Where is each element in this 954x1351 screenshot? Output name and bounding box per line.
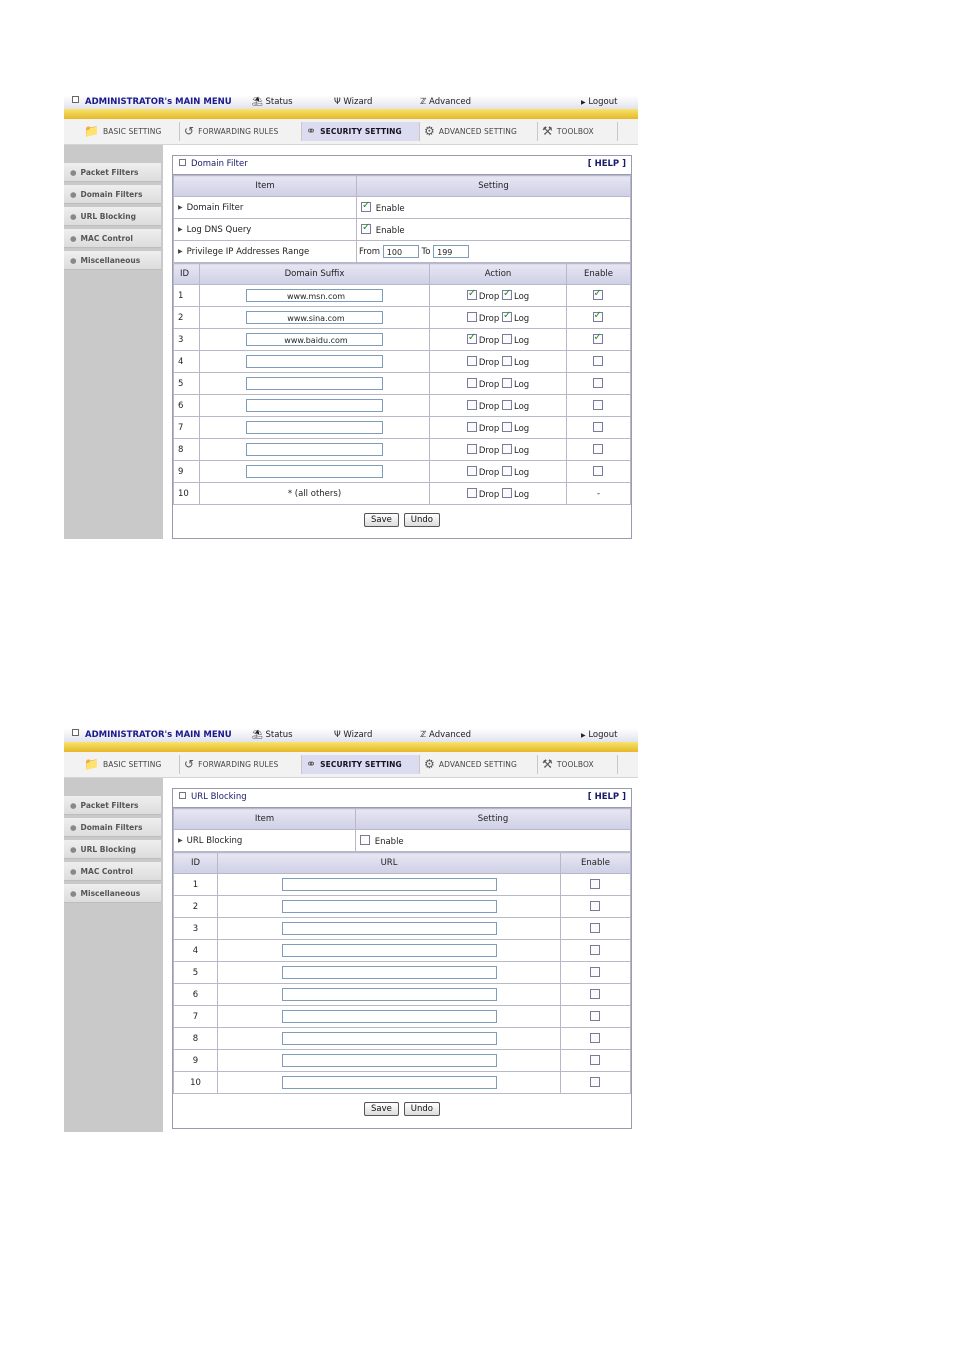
tab-forwarding-rules[interactable]: ↺ FORWARDING RULES bbox=[180, 755, 302, 774]
advanced-link[interactable]: ℤ Advanced bbox=[420, 97, 472, 107]
drop-checkbox[interactable] bbox=[467, 488, 477, 498]
arrow-right-icon: ▶ bbox=[178, 247, 183, 255]
row-enable-checkbox[interactable] bbox=[590, 879, 600, 889]
toolbox-icon: ⚒ bbox=[542, 757, 553, 771]
table-row: ▶ Privilege IP Addresses Range From 100 To 199 bbox=[174, 241, 631, 263]
table-row bbox=[174, 1028, 631, 1050]
row-id: 3 bbox=[174, 918, 218, 940]
tab-bar bbox=[64, 119, 638, 145]
url-blocking-panel bbox=[172, 788, 632, 1129]
sidebar-item-url-blocking[interactable]: ● URL Blocking bbox=[64, 840, 161, 859]
row-id: 10 bbox=[174, 1072, 218, 1094]
undo-button[interactable]: Undo bbox=[404, 513, 440, 527]
domain-filter-enable-checkbox[interactable] bbox=[361, 202, 371, 212]
table-header: Item Setting bbox=[174, 176, 631, 197]
table-row: 5 Drop Log bbox=[174, 373, 631, 395]
advanced-icon: ℤ bbox=[420, 97, 427, 107]
sidebar-item-url-blocking[interactable]: ● URL Blocking bbox=[64, 207, 161, 226]
sidebar-item-mac-control[interactable]: ● MAC Control bbox=[64, 862, 161, 881]
sidebar-item-mac-control[interactable]: ● MAC Control bbox=[64, 229, 161, 248]
row-enable-checkbox[interactable] bbox=[593, 378, 603, 388]
admin-main-menu-link[interactable]: ADMINISTRATOR's MAIN MENU bbox=[72, 96, 232, 108]
folder-icon: 📁 bbox=[84, 124, 100, 138]
url-table bbox=[173, 852, 631, 1094]
row-id: 9 bbox=[174, 461, 200, 483]
drop-checkbox[interactable] bbox=[467, 378, 477, 388]
row-id: 4 bbox=[174, 940, 218, 962]
button-row bbox=[173, 505, 631, 535]
table-row: 1 www.msn.com ✓ Drop ✓ Log ✓ bbox=[174, 285, 631, 307]
log-checkbox[interactable] bbox=[502, 488, 512, 498]
tab-basic-setting[interactable]: 📁 BASIC SETTING bbox=[80, 755, 180, 774]
table-row: 4 Drop Log bbox=[174, 351, 631, 373]
log-checkbox[interactable] bbox=[502, 400, 512, 410]
square-icon bbox=[72, 729, 79, 736]
row-enable-checkbox[interactable] bbox=[590, 923, 600, 933]
row-enable-checkbox[interactable] bbox=[590, 967, 600, 977]
domain-suffix-table bbox=[173, 263, 631, 505]
sidebar bbox=[64, 145, 163, 539]
panel-title: URL Blocking [ HELP ] bbox=[173, 789, 631, 808]
url-input[interactable] bbox=[282, 1010, 497, 1023]
tab-security-setting[interactable]: ⚭ SECURITY SETTING bbox=[302, 122, 420, 141]
lock-icon: ⚭ bbox=[306, 757, 317, 771]
arrow-right-icon: ▶ bbox=[178, 203, 183, 211]
lock-icon: ⚭ bbox=[306, 124, 317, 138]
row-id: 1 bbox=[174, 285, 200, 307]
row-enable-checkbox[interactable] bbox=[590, 1033, 600, 1043]
drop-checkbox[interactable] bbox=[467, 312, 477, 322]
row-enable-checkbox[interactable] bbox=[593, 422, 603, 432]
sidebar-item-miscellaneous[interactable]: ● Miscellaneous bbox=[64, 251, 161, 270]
wizard-icon: Ψ bbox=[334, 97, 341, 107]
domain-suffix-input[interactable] bbox=[246, 465, 383, 478]
log-checkbox[interactable] bbox=[502, 444, 512, 454]
log-checkbox[interactable] bbox=[502, 422, 512, 432]
row-enable-checkbox[interactable] bbox=[590, 1011, 600, 1021]
table-row: ▶ Log DNS Query ✓ Enable bbox=[174, 219, 631, 241]
wizard-link[interactable]: Ψ Wizard bbox=[334, 730, 373, 740]
row-enable-checkbox[interactable] bbox=[593, 356, 603, 366]
table-row: 8 Drop Log bbox=[174, 439, 631, 461]
row-id: 4 bbox=[174, 351, 200, 373]
sidebar-item-domain-filters[interactable]: ● Domain Filters bbox=[64, 818, 161, 837]
arrow-right-icon: ▶ bbox=[178, 225, 183, 233]
tab-bar bbox=[64, 752, 638, 778]
row-enable-checkbox[interactable] bbox=[590, 989, 600, 999]
wizard-icon: Ψ bbox=[334, 730, 341, 740]
table-row bbox=[174, 984, 631, 1006]
square-icon bbox=[179, 159, 186, 166]
tab-basic-setting[interactable]: 📁 BASIC SETTING bbox=[80, 122, 180, 141]
admin-main-menu-link[interactable]: ADMINISTRATOR's MAIN MENU bbox=[72, 729, 232, 741]
status-link[interactable]: ⛱ Status bbox=[252, 97, 293, 107]
log-checkbox[interactable] bbox=[502, 378, 512, 388]
table-row: ▶ Domain Filter ✓ Enable bbox=[174, 197, 631, 219]
folder-icon: 📁 bbox=[84, 757, 100, 771]
drop-checkbox[interactable] bbox=[467, 444, 477, 454]
url-blocking-enable-checkbox[interactable] bbox=[360, 835, 370, 845]
url-input[interactable] bbox=[282, 900, 497, 913]
arrows-icon: ↺ bbox=[184, 757, 195, 771]
tab-advanced-setting[interactable]: ⚙ ADVANCED SETTING bbox=[420, 755, 538, 774]
url-input[interactable] bbox=[282, 944, 497, 957]
row-enable-checkbox[interactable] bbox=[590, 945, 600, 955]
tab-forwarding-rules[interactable]: ↺ FORWARDING RULES bbox=[180, 122, 302, 141]
row-id: 8 bbox=[174, 439, 200, 461]
log-checkbox[interactable] bbox=[502, 312, 512, 322]
row-enable-checkbox[interactable] bbox=[593, 466, 603, 476]
log-checkbox[interactable] bbox=[502, 290, 512, 300]
domain-suffix-input[interactable] bbox=[246, 355, 383, 368]
table-row: 3 www.baidu.com ✓ Drop Log ✓ bbox=[174, 329, 631, 351]
tab-security-setting[interactable]: ⚭ SECURITY SETTING bbox=[302, 755, 420, 774]
table-row bbox=[174, 918, 631, 940]
arrow-right-icon: ▶ bbox=[581, 732, 586, 739]
row-id: 7 bbox=[174, 1006, 218, 1028]
table-row: 6 Drop Log bbox=[174, 395, 631, 417]
table-header: Item Setting bbox=[174, 809, 631, 830]
row-enable-checkbox[interactable] bbox=[593, 444, 603, 454]
drop-checkbox[interactable] bbox=[467, 422, 477, 432]
save-button[interactable]: Save bbox=[364, 1102, 399, 1116]
domain-suffix-input[interactable] bbox=[246, 399, 383, 412]
square-icon bbox=[72, 96, 79, 103]
domain-suffix-input[interactable]: www.sina.com bbox=[246, 311, 383, 324]
row-id: 6 bbox=[174, 395, 200, 417]
row-id: 2 bbox=[174, 307, 200, 329]
domain-filter-panel bbox=[172, 155, 632, 539]
table-row: 7 Drop Log bbox=[174, 417, 631, 439]
table-row bbox=[174, 1006, 631, 1028]
url-input[interactable] bbox=[282, 988, 497, 1001]
row-enable-checkbox[interactable] bbox=[593, 290, 603, 300]
table-row bbox=[174, 940, 631, 962]
sidebar bbox=[64, 778, 163, 1132]
sidebar-item-packet-filters[interactable]: ● Packet Filters bbox=[64, 163, 161, 182]
gears-icon: ⚙ bbox=[424, 124, 435, 138]
row-id: 3 bbox=[174, 329, 200, 351]
domain-suffix-input[interactable] bbox=[246, 421, 383, 434]
button-row bbox=[173, 1094, 631, 1124]
row-enable-checkbox[interactable] bbox=[590, 901, 600, 911]
help-link[interactable]: [ HELP ] bbox=[587, 792, 626, 802]
url-input[interactable] bbox=[282, 878, 497, 891]
tab-toolbox[interactable]: ⚒ TOOLBOX bbox=[538, 122, 618, 141]
row-id: 1 bbox=[174, 874, 218, 896]
drop-checkbox[interactable] bbox=[467, 334, 477, 344]
domain-suffix-input[interactable]: www.baidu.com bbox=[246, 333, 383, 346]
yellow-stripe bbox=[64, 742, 638, 752]
save-button[interactable]: Save bbox=[364, 513, 399, 527]
sidebar-item-miscellaneous[interactable]: ● Miscellaneous bbox=[64, 884, 161, 903]
domain-suffix-input[interactable] bbox=[246, 443, 383, 456]
row-id: 7 bbox=[174, 417, 200, 439]
advanced-icon: ℤ bbox=[420, 730, 427, 740]
url-input[interactable] bbox=[282, 966, 497, 979]
panel-title: Domain Filter [ HELP ] bbox=[173, 156, 631, 175]
row-enable-checkbox[interactable] bbox=[593, 312, 603, 322]
settings-table bbox=[173, 808, 631, 852]
arrow-right-icon: ▶ bbox=[581, 99, 586, 106]
row-id: 9 bbox=[174, 1050, 218, 1072]
top-menu-bar bbox=[64, 95, 638, 109]
wizard-link[interactable]: Ψ Wizard bbox=[334, 97, 373, 107]
domain-suffix-input[interactable] bbox=[246, 377, 383, 390]
table-header: ID URL Enable bbox=[174, 853, 631, 874]
advanced-link[interactable]: ℤ Advanced bbox=[420, 730, 472, 740]
yellow-stripe bbox=[64, 109, 638, 119]
logout-link[interactable]: ▶ Logout bbox=[581, 97, 618, 107]
drop-checkbox[interactable] bbox=[467, 400, 477, 410]
table-row: 2 www.sina.com Drop ✓ Log ✓ bbox=[174, 307, 631, 329]
table-row bbox=[174, 1072, 631, 1094]
privilege-to-input[interactable]: 199 bbox=[433, 245, 469, 258]
help-link[interactable]: [ HELP ] bbox=[587, 159, 626, 169]
table-row bbox=[174, 962, 631, 984]
gears-icon: ⚙ bbox=[424, 757, 435, 771]
url-blocking-window bbox=[64, 728, 638, 1132]
row-enable-checkbox[interactable] bbox=[593, 334, 603, 344]
row-id: 5 bbox=[174, 373, 200, 395]
log-checkbox[interactable] bbox=[502, 466, 512, 476]
status-person-icon: ⛱ bbox=[252, 730, 263, 740]
url-input[interactable] bbox=[282, 1032, 497, 1045]
row-id: 2 bbox=[174, 896, 218, 918]
drop-checkbox[interactable] bbox=[467, 290, 477, 300]
row-id: 5 bbox=[174, 962, 218, 984]
domain-suffix-input[interactable]: www.msn.com bbox=[246, 289, 383, 302]
table-row: 9 Drop Log bbox=[174, 461, 631, 483]
log-checkbox[interactable] bbox=[502, 356, 512, 366]
log-dns-enable-checkbox[interactable] bbox=[361, 224, 371, 234]
drop-checkbox[interactable] bbox=[467, 356, 477, 366]
sidebar-item-packet-filters[interactable]: ● Packet Filters bbox=[64, 796, 161, 815]
tab-toolbox[interactable]: ⚒ TOOLBOX bbox=[538, 755, 618, 774]
tab-advanced-setting[interactable]: ⚙ ADVANCED SETTING bbox=[420, 122, 538, 141]
arrow-right-icon: ▶ bbox=[178, 836, 183, 844]
log-checkbox[interactable] bbox=[502, 334, 512, 344]
table-row bbox=[174, 1050, 631, 1072]
toolbox-icon: ⚒ bbox=[542, 124, 553, 138]
table-row: ▶ URL Blocking Enable bbox=[174, 830, 631, 852]
arrows-icon: ↺ bbox=[184, 124, 195, 138]
row-enable-checkbox[interactable] bbox=[590, 1055, 600, 1065]
url-input[interactable] bbox=[282, 1054, 497, 1067]
table-row bbox=[174, 874, 631, 896]
drop-checkbox[interactable] bbox=[467, 466, 477, 476]
logout-link[interactable]: ▶ Logout bbox=[581, 730, 618, 740]
privilege-from-input[interactable]: 100 bbox=[383, 245, 419, 258]
domain-filter-window bbox=[64, 95, 638, 539]
status-person-icon: ⛱ bbox=[252, 97, 263, 107]
table-header: ID Domain Suffix Action Enable bbox=[174, 264, 631, 285]
undo-button[interactable]: Undo bbox=[404, 1102, 440, 1116]
row-enable-checkbox[interactable] bbox=[590, 1077, 600, 1087]
table-row bbox=[174, 896, 631, 918]
row-id: 8 bbox=[174, 1028, 218, 1050]
sidebar-item-domain-filters[interactable]: ● Domain Filters bbox=[64, 185, 161, 204]
row-enable-checkbox[interactable] bbox=[593, 400, 603, 410]
url-input[interactable] bbox=[282, 1076, 497, 1089]
status-link[interactable]: ⛱ Status bbox=[252, 730, 293, 740]
url-input[interactable] bbox=[282, 922, 497, 935]
row-id: 6 bbox=[174, 984, 218, 1006]
top-menu-bar bbox=[64, 728, 638, 742]
square-icon bbox=[179, 792, 186, 799]
table-row: 10 * (all others) Drop Log - bbox=[174, 483, 631, 505]
settings-table bbox=[173, 175, 631, 263]
